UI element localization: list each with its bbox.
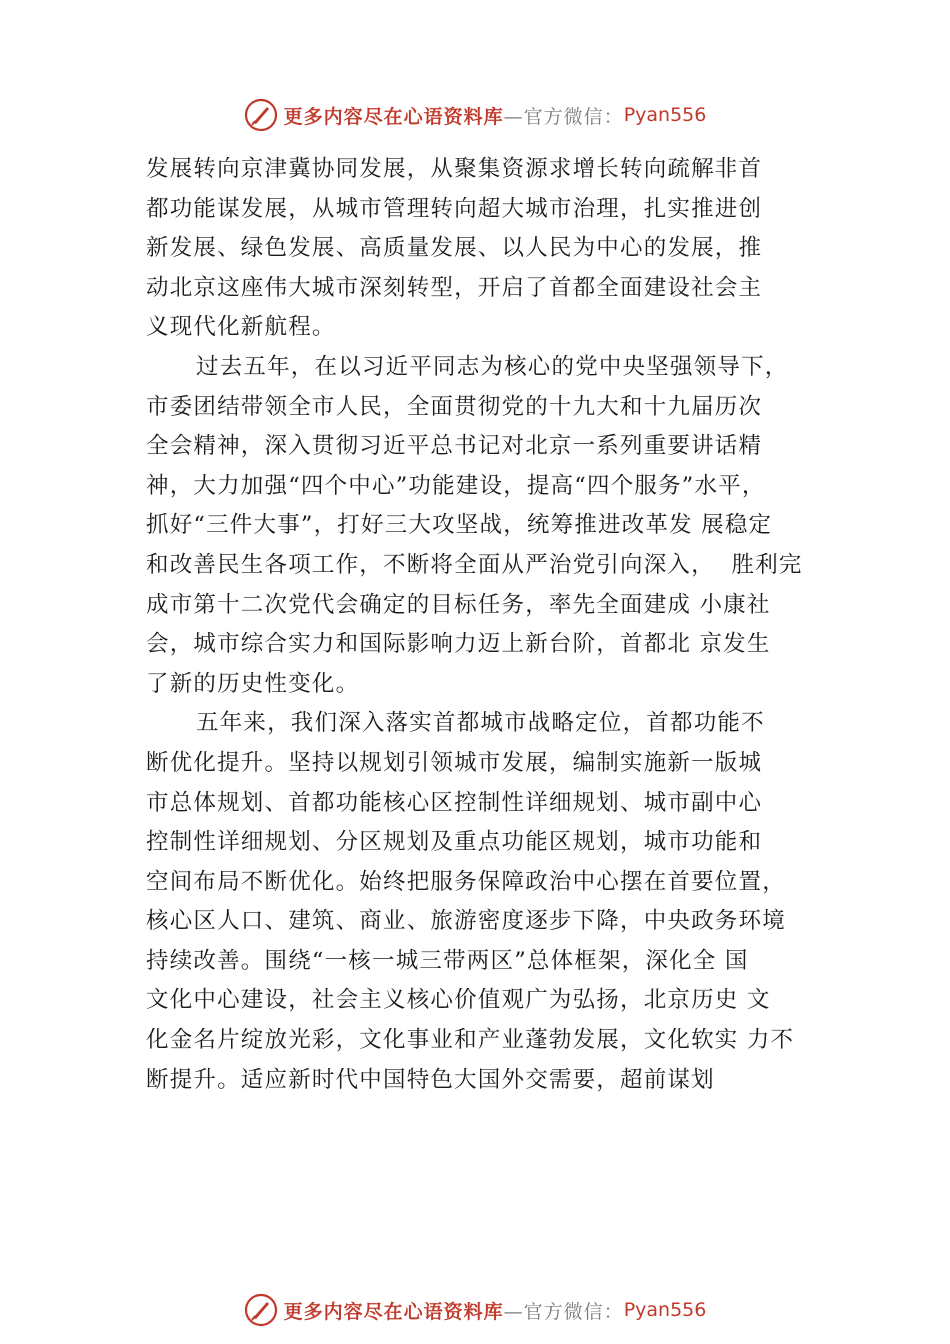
text-line: 都功能谋发展，从城市管理转向超大城市治理，扎实推进创 — [146, 195, 763, 222]
text-line: 过去五年，在以习近平同志为核心的党中央坚强领导下， — [196, 353, 789, 380]
text-line: 断提升。适应新时代中国特色大国外交需要，超前谋划 — [146, 1066, 715, 1093]
footer-banner — [0, 1290, 950, 1330]
text-line: 和改善民生各项工作，不断将全面从严治党引向深入， 胜利完 — [146, 551, 803, 578]
banner-title: 更多内容尽在心语资料库 — [283, 105, 504, 128]
text-line: 抓好“三件大事”，打好三大攻坚战，统筹推进改革发 展稳定 — [146, 512, 773, 539]
text-line: 空间布局不断优化。始终把服务保障政治中心摆在首要位置， — [146, 868, 786, 895]
text-line: 发展转向京津冀协同发展，从聚集资源求增长转向疏解非首 — [146, 156, 763, 182]
quill-logo-icon — [244, 98, 278, 132]
text-line: 文化中心建设，社会主义核心价值观广为弘扬，北京历史 文 — [146, 987, 771, 1014]
header-banner — [0, 95, 950, 135]
banner-dash: —官方微信： — [503, 105, 624, 128]
document-body — [146, 150, 846, 1100]
wechat-id: Pyan556 — [623, 1299, 707, 1321]
text-line: 持续改善。围绕“一核一城三带两区”总体框架，深化全 国 — [146, 947, 749, 974]
text-line: 市委团结带领全市人民，全面贯彻党的十九大和十九届历次 — [146, 393, 763, 420]
banner-dash: —官方微信： — [503, 1300, 624, 1323]
wechat-id: Pyan556 — [623, 104, 707, 126]
text-line: 断优化提升。坚持以规划引领城市发展，编制实施新一版城 — [146, 749, 763, 776]
text-line: 全会精神，深入贯彻习近平总书记对北京一系列重要讲话精 — [146, 433, 763, 460]
text-line: 了新的历史性变化。 — [146, 670, 360, 697]
text-line: 动北京这座伟大城市深刻转型，开启了首都全面建设社会主 — [146, 274, 763, 301]
text-line: 义现代化新航程。 — [146, 314, 336, 341]
text-line: 化金名片绽放光彩，文化事业和产业蓬勃发展，文化软实 力不 — [146, 1027, 795, 1054]
text-line: 新发展、绿色发展、高质量发展、以人民为中心的发展，推 — [146, 235, 763, 262]
text-line: 控制性详细规划、分区规划及重点功能区规划，城市功能和 — [146, 829, 763, 856]
text-line: 核心区人口、建筑、商业、旅游密度逐步下降，中央政务环境 — [146, 908, 786, 935]
quill-logo-icon — [244, 1293, 278, 1327]
text-line: 市总体规划、首都功能核心区控制性详细规划、城市副中心 — [146, 789, 763, 816]
text-line: 成市第十二次党代会确定的目标任务，率先全面建成 小康社 — [146, 591, 771, 618]
text-line: 五年来，我们深入落实首都城市战略定位，首都功能不 — [196, 710, 765, 737]
text-line: 神，大力加强“四个中心”功能建设，提高“四个服务”水平， — [146, 472, 766, 499]
text-line: 会，城市综合实力和国际影响力迈上新台阶，首都北 京发生 — [146, 631, 771, 658]
banner-title: 更多内容尽在心语资料库 — [283, 1300, 504, 1323]
